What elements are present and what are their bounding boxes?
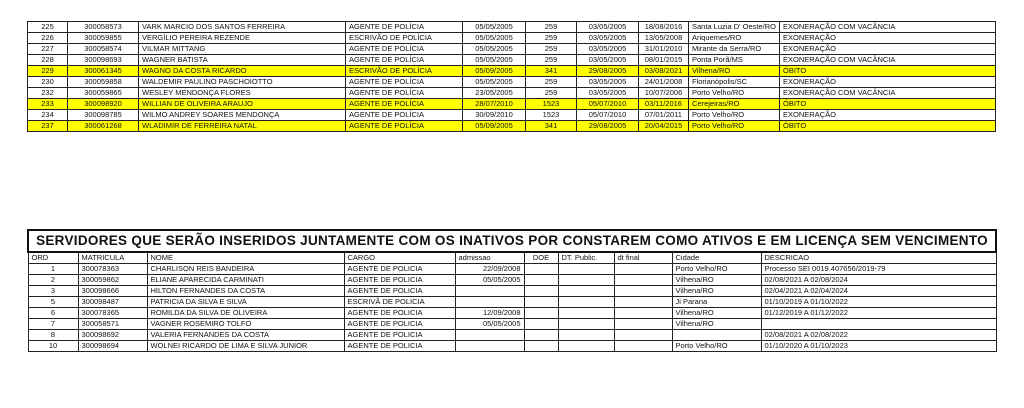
table-row: [28, 330, 996, 341]
table-row: [28, 275, 996, 286]
cell-descricao: ÓBITO: [780, 99, 996, 110]
cell-descricao: EXONERAÇÃO: [780, 33, 996, 44]
cell-name: WLADIMIR DE FERREIRA NATAL: [139, 121, 346, 132]
cell-cargo: AGENTE DE POLÍCIA: [346, 99, 463, 110]
cell-name: HILTON FERNANDES DA COSTA: [147, 286, 344, 297]
cell-dt-public: [558, 308, 614, 319]
cell-dt-final: 03/11/2016: [639, 99, 689, 110]
cell-doe: 1523: [526, 99, 577, 110]
cell-ord: 230: [28, 77, 68, 88]
header-row: [28, 252, 996, 264]
cell-dt-public: [558, 286, 614, 297]
cell-dt-final: 24/01/2008: [639, 77, 689, 88]
cell-cidade: Porto Velho/RO: [689, 110, 780, 121]
table-row: [28, 88, 996, 99]
cell-doe: [524, 330, 558, 341]
header-cargo: CARGO: [344, 252, 455, 264]
cell-cidade: Cerejeiras/RO: [689, 99, 780, 110]
cell-cidade: Porto Velho/RO: [689, 121, 780, 132]
cell-admissao: [455, 341, 524, 352]
cell-dt-final: [614, 297, 672, 308]
cell-doe: [524, 275, 558, 286]
table-row: [28, 33, 996, 44]
cell-cidade: Vilhena/RO: [672, 286, 761, 297]
cell-cidade: Porto Velho/RO: [672, 264, 761, 275]
cell-name: WILMO ANDREY SOARES MENDONÇA: [139, 110, 346, 121]
cell-ord: 228: [28, 55, 68, 66]
cell-dt-public: 03/05/2005: [577, 88, 639, 99]
cell-dt-final: 20/04/2015: [639, 121, 689, 132]
cell-dt-public: [558, 297, 614, 308]
table-row: [28, 77, 996, 88]
cell-dt-public: 03/05/2005: [577, 55, 639, 66]
cell-doe: 259: [526, 88, 577, 99]
cell-doe: [524, 308, 558, 319]
cell-descricao: EXONERAÇÃO: [780, 110, 996, 121]
table-row: [28, 121, 996, 132]
cell-dt-public: [558, 319, 614, 330]
cell-admissao: 05/05/2005: [463, 44, 526, 55]
cell-name: WOLNEI RICARDO DE LIMA E SILVA JUNIOR: [147, 341, 344, 352]
cell-matricula: 300078363: [78, 264, 147, 275]
cell-cargo: ESCRIVÃO DE POLÍCIA: [346, 33, 463, 44]
table-row: [28, 319, 996, 330]
cell-matricula: 300098920: [68, 99, 139, 110]
table-row: [28, 297, 996, 308]
cell-name: WALDEMIR PAULINO PASCHOIOTTO: [139, 77, 346, 88]
cell-admissao: 05/09/2005: [463, 121, 526, 132]
cell-name: CHARLISON REIS BANDEIRA: [147, 264, 344, 275]
cell-name: PATRICIA DA SILVA E SILVA: [147, 297, 344, 308]
table-row: [28, 99, 996, 110]
cell-dt-final: 10/07/2006: [639, 88, 689, 99]
cell-descricao: EXONERAÇÃO COM VACÂNCIA: [780, 55, 996, 66]
cell-dt-public: [558, 330, 614, 341]
cell-admissao: 22/09/2008: [455, 264, 524, 275]
cell-matricula: 300098694: [78, 341, 147, 352]
cell-ord: 7: [28, 319, 78, 330]
cell-descricao: 01/12/2019 A 01/12/2022: [761, 308, 996, 319]
cell-cargo: AGENTE DE POLÍCIA: [346, 77, 463, 88]
cell-matricula: 300078365: [78, 308, 147, 319]
table-row: [28, 308, 996, 319]
cell-name: VARK MARCIO DOS SANTOS FERREIRA: [139, 22, 346, 33]
cell-matricula: 300058574: [68, 44, 139, 55]
cell-dt-public: 29/08/2005: [577, 121, 639, 132]
cell-cargo: AGENTE DE POLÍCIA: [346, 88, 463, 99]
cell-name: VILMAR MITTANG: [139, 44, 346, 55]
cell-cargo: ESCRIVÃO DE POLÍCIA: [346, 66, 463, 77]
cell-cidade: Mirante da Serra/RO: [689, 44, 780, 55]
cell-admissao: 23/05/2005: [463, 88, 526, 99]
cell-matricula: 300058573: [68, 22, 139, 33]
cell-ord: 3: [28, 286, 78, 297]
cell-matricula: 300098487: [78, 297, 147, 308]
cell-name: ELIANE APARECIDA CARMINATI: [147, 275, 344, 286]
cell-ord: 232: [28, 88, 68, 99]
cell-dt-final: 31/01/2010: [639, 44, 689, 55]
cell-ord: 234: [28, 110, 68, 121]
cell-matricula: 300058571: [78, 319, 147, 330]
cell-cidade: Florianópolis/SC: [689, 77, 780, 88]
cell-cidade: Porto Velho/RO: [689, 88, 780, 99]
cell-admissao: 28/07/2010: [463, 99, 526, 110]
cell-cidade: [672, 330, 761, 341]
cell-admissao: 05/09/2005: [463, 66, 526, 77]
cell-dt-final: [614, 330, 672, 341]
cell-ord: 10: [28, 341, 78, 352]
cell-descricao: EXONERAÇÃO COM VACÂNCIA: [780, 88, 996, 99]
cell-matricula: 300098666: [78, 286, 147, 297]
cell-name: VERGÍLIO PEREIRA REZENDE: [139, 33, 346, 44]
cell-dt-final: [614, 275, 672, 286]
cell-name: ROMILDA DA SILVA DE OLIVEIRA: [147, 308, 344, 319]
cell-matricula: 300059865: [68, 88, 139, 99]
cell-cidade: Ariquemes/RO: [689, 33, 780, 44]
cell-dt-public: [558, 264, 614, 275]
cell-admissao: 05/05/2005: [455, 275, 524, 286]
cell-dt-public: 03/05/2005: [577, 33, 639, 44]
table-row: [28, 286, 996, 297]
cell-matricula: 300098693: [68, 55, 139, 66]
cell-descricao: 01/10/2020 A 01/10/2023: [761, 341, 996, 352]
cell-ord: 225: [28, 22, 68, 33]
cell-cidade: Vilhena/RO: [689, 66, 780, 77]
cell-descricao: EXONERAÇÃO COM VACÂNCIA: [780, 22, 996, 33]
cell-cargo: AGENTE DE POLICIA: [344, 264, 455, 275]
cell-cargo: AGENTE DE POLÍCIA: [346, 22, 463, 33]
cell-dt-final: 13/05/2008: [639, 33, 689, 44]
cell-admissao: 05/05/2005: [463, 55, 526, 66]
cell-cidade: Ji Parana: [672, 297, 761, 308]
cell-dt-final: [614, 286, 672, 297]
cell-matricula: 300061268: [68, 121, 139, 132]
top-records-table: [27, 21, 996, 132]
cell-descricao: 01/10/2019 A 01/10/2022: [761, 297, 996, 308]
cell-cidade: Porto Velho/RO: [672, 341, 761, 352]
cell-name: VAGNER ROSEMIRO TOLFO: [147, 319, 344, 330]
cell-doe: 259: [526, 22, 577, 33]
cell-cargo: AGENTE DE POLÍCIA: [346, 55, 463, 66]
cell-admissao: [455, 330, 524, 341]
cell-dt-public: 05/07/2010: [577, 110, 639, 121]
cell-dt-final: [614, 308, 672, 319]
cell-ord: 227: [28, 44, 68, 55]
header-admissao: admissao: [455, 252, 524, 264]
header-matricula: MATRICULA: [78, 252, 147, 264]
cell-dt-public: [558, 341, 614, 352]
header-ord: ORD: [28, 252, 78, 264]
cell-ord: 226: [28, 33, 68, 44]
cell-descricao: EXONERAÇÃO: [780, 44, 996, 55]
cell-doe: 259: [526, 77, 577, 88]
cell-doe: 259: [526, 33, 577, 44]
cell-admissao: [455, 297, 524, 308]
cell-name: WAGNO DA COSTA RICARDO: [139, 66, 346, 77]
table-title-row: [28, 230, 996, 252]
cell-name: VALERIA FERNANDES DA COSTA: [147, 330, 344, 341]
cell-doe: 259: [526, 44, 577, 55]
cell-cidade: Vilhena/RO: [672, 319, 761, 330]
cell-matricula: 300098785: [68, 110, 139, 121]
cell-descricao: Processo SEI 0019.407656/2019-79: [761, 264, 996, 275]
cell-admissao: 12/09/2008: [455, 308, 524, 319]
table-row: [28, 22, 996, 33]
cell-dt-final: [614, 319, 672, 330]
table-title: SERVIDORES QUE SERÃO INSERIDOS JUNTAMENTE COM OS INATIVOS POR CONSTAREM COMO ATIVOS E EM LICENÇA SEM VENCIMENTO: [28, 230, 996, 252]
cell-name: WESLEY MENDONÇA FLORES: [139, 88, 346, 99]
cell-ord: 229: [28, 66, 68, 77]
cell-cargo: AGENTE DE POLÍCIA: [346, 110, 463, 121]
cell-descricao: 02/08/2021 A 02/08/2024: [761, 275, 996, 286]
cell-doe: [524, 286, 558, 297]
cell-cargo: AGENTE DE POLICIA: [344, 341, 455, 352]
cell-ord: 237: [28, 121, 68, 132]
cell-dt-public: 03/05/2005: [577, 44, 639, 55]
cell-cargo: AGENTE DE POLÍCIA: [346, 121, 463, 132]
cell-doe: [524, 264, 558, 275]
cell-dt-public: 29/08/2005: [577, 66, 639, 77]
header-dt-final: dt final: [614, 252, 672, 264]
cell-dt-final: 08/01/2015: [639, 55, 689, 66]
cell-cargo: AGENTE DE POLÍCIA: [346, 44, 463, 55]
cell-cargo: ESCRIVÃ DE POLICIA: [344, 297, 455, 308]
cell-cidade: Vilhena/RO: [672, 275, 761, 286]
cell-cargo: AGENTE DE POLICIA: [344, 286, 455, 297]
cell-matricula: 300059862: [78, 275, 147, 286]
header-descricao: DESCRICAO: [761, 252, 996, 264]
cell-cidade: Vilhena/RO: [672, 308, 761, 319]
cell-admissao: 05/05/2005: [463, 77, 526, 88]
cell-ord: 8: [28, 330, 78, 341]
cell-dt-final: 03/08/2021: [639, 66, 689, 77]
table-row: [28, 55, 996, 66]
header-nome: NOME: [147, 252, 344, 264]
cell-admissao: 05/05/2005: [463, 22, 526, 33]
cell-admissao: 05/05/2005: [463, 33, 526, 44]
cell-doe: 1523: [526, 110, 577, 121]
table-row: [28, 264, 996, 275]
cell-matricula: 300059855: [68, 33, 139, 44]
cell-descricao: EXONERAÇÃO: [780, 77, 996, 88]
cell-ord: 233: [28, 99, 68, 110]
table-row: [28, 44, 996, 55]
cell-doe: 341: [526, 66, 577, 77]
cell-cargo: AGENTE DE POLICIA: [344, 275, 455, 286]
table-row: [28, 110, 996, 121]
cell-matricula: 300098692: [78, 330, 147, 341]
cell-name: WILLIAN DE OLIVEIRA ARAUJO: [139, 99, 346, 110]
cell-cargo: AGENTE DE POLICIA: [344, 308, 455, 319]
cell-dt-final: 07/01/2011: [639, 110, 689, 121]
cell-admissao: 30/09/2010: [463, 110, 526, 121]
cell-doe: [524, 319, 558, 330]
header-doe: DOE: [524, 252, 558, 264]
cell-admissao: 05/05/2005: [455, 319, 524, 330]
cell-dt-public: 05/07/2010: [577, 99, 639, 110]
header-dt-public: DT. Public.: [558, 252, 614, 264]
table-row: [28, 341, 996, 352]
cell-dt-public: 03/05/2005: [577, 22, 639, 33]
cell-doe: 341: [526, 121, 577, 132]
cell-dt-final: 18/08/2016: [639, 22, 689, 33]
table-row: [28, 66, 996, 77]
cell-dt-final: [614, 264, 672, 275]
cell-name: WAGNER BATISTA: [139, 55, 346, 66]
cell-dt-final: [614, 341, 672, 352]
cell-descricao: [761, 319, 996, 330]
cell-admissao: [455, 286, 524, 297]
cell-descricao: ÓBITO: [780, 66, 996, 77]
cell-descricao: 02/08/2021 A 02/08/2022: [761, 330, 996, 341]
inserted-servers-table: [27, 229, 997, 352]
cell-doe: 259: [526, 55, 577, 66]
cell-ord: 2: [28, 275, 78, 286]
cell-cidade: Ponta Porã/MS: [689, 55, 780, 66]
cell-doe: [524, 341, 558, 352]
cell-cargo: AGENTE DE POLICIA: [344, 319, 455, 330]
cell-descricao: 02/04/2021 A 02/04/2024: [761, 286, 996, 297]
cell-ord: 6: [28, 308, 78, 319]
cell-ord: 5: [28, 297, 78, 308]
cell-dt-public: 03/05/2005: [577, 77, 639, 88]
cell-doe: [524, 297, 558, 308]
cell-matricula: 300061345: [68, 66, 139, 77]
cell-cidade: Santa Luzia D' Oeste/RO: [689, 22, 780, 33]
cell-cargo: AGENTE DE POLICIA: [344, 330, 455, 341]
cell-matricula: 300059858: [68, 77, 139, 88]
cell-descricao: ÓBITO: [780, 121, 996, 132]
header-cidade: Cidade: [672, 252, 761, 264]
cell-dt-public: [558, 275, 614, 286]
cell-ord: 1: [28, 264, 78, 275]
